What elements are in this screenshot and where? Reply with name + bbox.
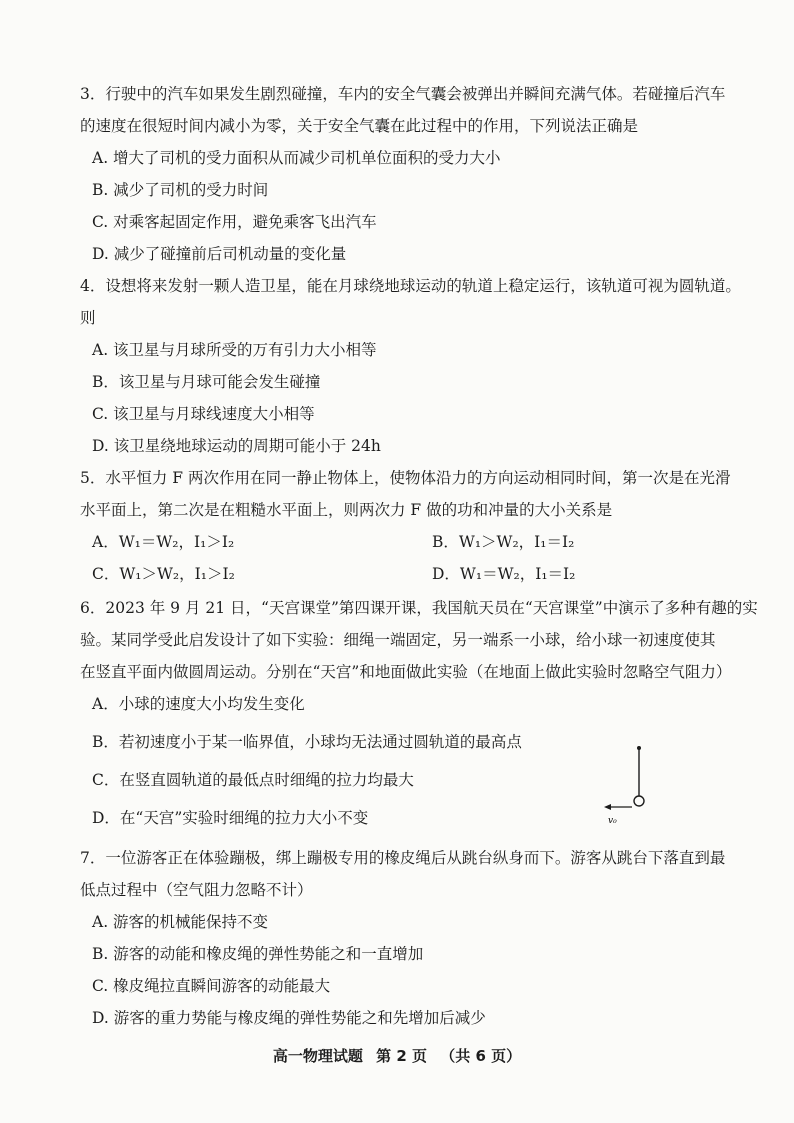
q3-option-d: D. 减少了碰撞前后司机动量的变化量 xyxy=(92,245,347,263)
q7-option-c: C. 橡皮绳拉直瞬间游客的动能最大 xyxy=(92,977,331,995)
footer-subject: 高一物理试题 xyxy=(272,1047,363,1065)
q6-stem-line2: 验。某同学受此启发设计了如下实验：细绳一端固定，另一端系一小球，给小球一初速度使其 xyxy=(80,631,716,649)
q7-option-d: D. 游客的重力势能与橡皮绳的弹性势能之和先增加后减少 xyxy=(92,1009,486,1027)
q3-option-b: B. 减少了司机的受力时间 xyxy=(92,181,269,199)
q5-stem-line2: 水平面上，第二次是在粗糙水平面上，则两次力 F 做的功和冲量的大小关系是 xyxy=(80,501,613,519)
q3-stem-line2: 的速度在很短时间内减小为零，关于安全气囊在此过程中的作用，下列说法正确是 xyxy=(80,117,639,135)
q6-option-a: A．小球的速度大小均发生变化 xyxy=(92,695,305,713)
q4-option-d: D. 该卫星绕地球运动的周期可能小于 24h xyxy=(92,437,381,455)
q6-option-d: D．在“天宫”实验时细绳的拉力大小不变 xyxy=(92,809,369,827)
q4-option-a: A. 该卫星与月球所受的万有引力大小相等 xyxy=(92,341,377,359)
q4-stem-line2: 则 xyxy=(80,309,96,327)
q5-option-c: C．W₁＞W₂，I₁＞I₂ xyxy=(92,565,235,583)
q5-option-a: A．W₁＝W₂，I₁＞I₂ xyxy=(92,533,235,551)
q4-option-c: C. 该卫星与月球线速度大小相等 xyxy=(92,405,315,423)
q7-stem-line1: 7．一位游客正在体验蹦极，绑上蹦极专用的橡皮绳后从跳台纵身而下。游客从跳台下落直到最 xyxy=(80,849,726,867)
q6-option-b: B．若初速度小于某一临界值，小球均无法通过圆轨道的最高点 xyxy=(92,733,522,751)
q7-option-a: A. 游客的机械能保持不变 xyxy=(92,913,269,931)
q4-option-b: B．该卫星与月球可能会发生碰撞 xyxy=(92,373,321,391)
q5-stem-line1: 5．水平恒力 F 两次作用在同一静止物体上，使物体沿力的方向运动相同时间，第一次是在光滑 xyxy=(80,469,731,487)
pendulum-figure xyxy=(596,744,660,828)
q6-stem-line1: 6．2023 年 9 月 21 日，“天宫课堂”第四课开课，我国航天员在“天宫课堂”中演示了多种有趣的实 xyxy=(80,599,758,617)
q3-option-a: A. 增大了司机的受力面积从而减少司机单位面积的受力大小 xyxy=(92,149,501,167)
q3-stem-line1: 3．行驶中的汽车如果发生剧烈碰撞，车内的安全气囊会被弹出并瞬间充满气体。若碰撞后汽车 xyxy=(80,85,726,103)
q5-option-b: B．W₁＞W₂，I₁＝I₂ xyxy=(432,533,575,551)
q6-stem-line3: 在竖直平面内做圆周运动。分别在“天宫”和地面做此实验（在地面上做此实验时忽略空气阻力） xyxy=(80,663,732,681)
footer-page: 第 2 页 xyxy=(376,1047,427,1065)
page-footer xyxy=(0,1045,794,1066)
ball-circle xyxy=(634,796,644,806)
q4-stem-line1: 4．设想将来发射一颗人造卫星，能在月球绕地球运动的轨道上稳定运行，该轨道可视为圆轨道。 xyxy=(80,277,741,295)
q7-stem-line2: 低点过程中（空气阻力忽略不计） xyxy=(80,881,313,899)
q7-option-b: B. 游客的动能和橡皮绳的弹性势能之和一直增加 xyxy=(92,945,424,963)
q5-option-d: D．W₁＝W₂，I₁＝I₂ xyxy=(432,565,576,583)
footer-total: （共 6 页） xyxy=(440,1047,522,1065)
velocity-label: v₀ xyxy=(608,816,617,826)
q6-option-c: C．在竖直圆轨道的最低点时细绳的拉力均最大 xyxy=(92,771,414,789)
velocity-arrow-head xyxy=(604,804,611,810)
q3-option-c: C. 对乘客起固定作用，避免乘客飞出汽车 xyxy=(92,213,377,231)
